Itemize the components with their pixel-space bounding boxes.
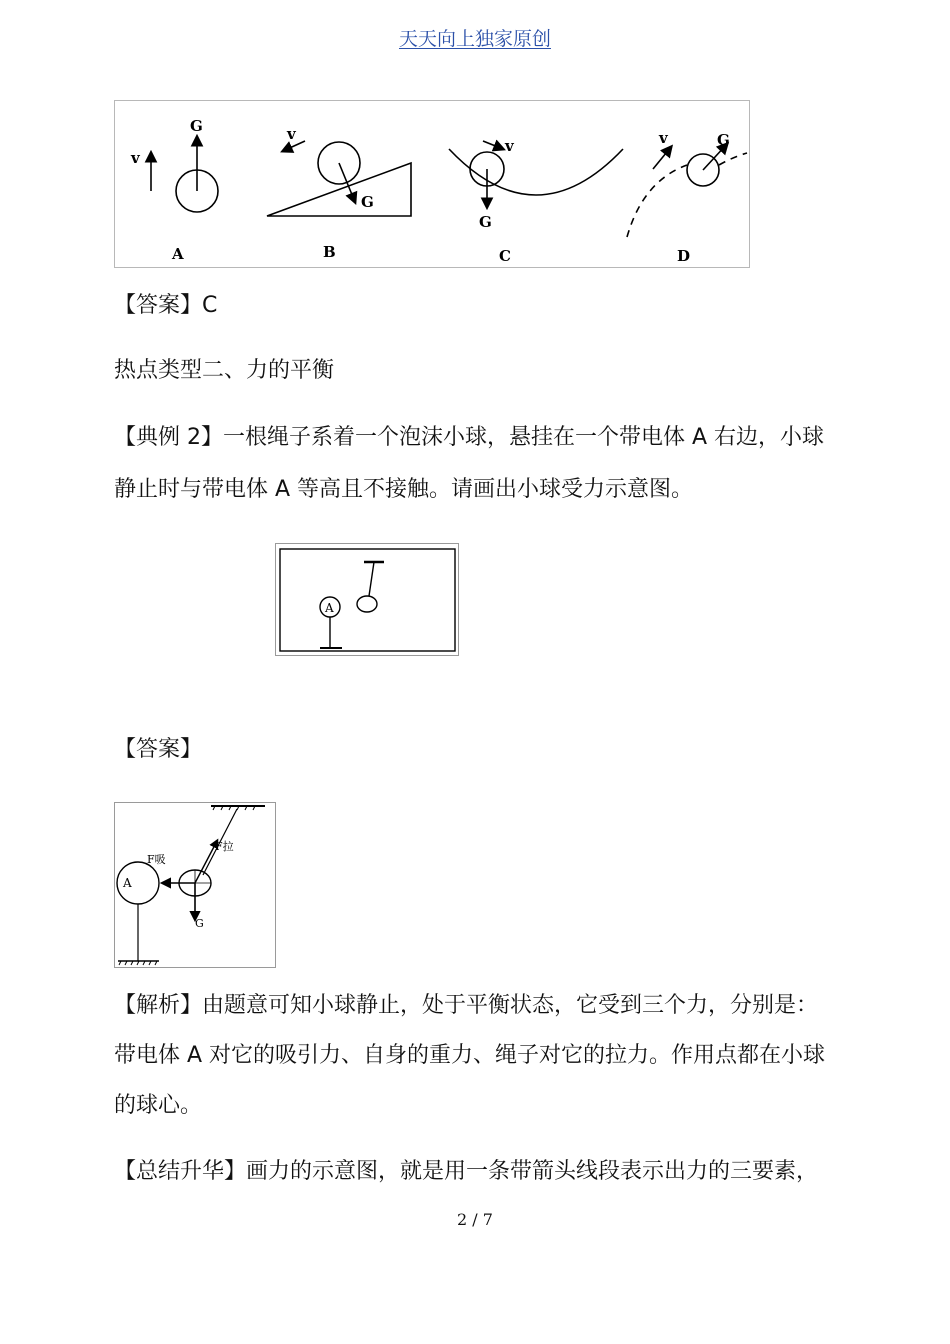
figure-motion-svg <box>115 101 751 269</box>
charged-body-label: A <box>325 601 334 615</box>
figure-question-svg <box>276 544 460 657</box>
panel-b-velocity-label: v <box>287 125 296 143</box>
panel-c-label: C <box>499 247 511 265</box>
panel-a <box>130 117 218 263</box>
panel-b-label: B <box>323 243 336 261</box>
example-2-line-1: 【典例 2】一根绳子系着一个泡沫小球，悬挂在一个带电体 A 右边，小球 <box>114 425 825 450</box>
panel-c-gravity-label: G <box>479 213 492 231</box>
analysis-line-2: 带电体 A 对它的吸引力、自身的重力、绳子对它的拉力。作用点都在小球 <box>114 1043 826 1068</box>
panel-c <box>449 137 623 265</box>
figure-question-diagram <box>275 543 459 656</box>
panel-a-label: A <box>172 245 184 263</box>
incline <box>267 163 411 216</box>
figure-force-diagram <box>114 802 276 968</box>
charged-body-label: A <box>123 876 132 890</box>
answer-2: 【答案】 <box>114 737 203 762</box>
section-title: 热点类型二、力的平衡 <box>114 358 335 383</box>
panel-d-label: D <box>677 247 691 265</box>
analysis-line-3: 的球心。 <box>114 1093 203 1118</box>
frame <box>280 549 455 651</box>
page-number: 2 / 7 <box>457 1210 493 1229</box>
string <box>369 562 374 596</box>
attraction-label: F吸 <box>147 853 166 866</box>
figure-force-svg <box>115 803 277 969</box>
panel-a-velocity-label: v <box>131 149 140 167</box>
summary-line-1: 【总结升华】画力的示意图，就是用一条带箭头线段表示出力的三要素， <box>114 1159 819 1184</box>
panel-c-velocity-label: v <box>505 137 514 155</box>
analysis-line-1: 【解析】由题意可知小球静止，处于平衡状态，它受到三个力，分别是： <box>114 993 819 1018</box>
header-title: 天天向上独家原创 <box>398 28 551 50</box>
page-header <box>0 24 950 51</box>
foam-ball <box>357 596 377 612</box>
panel-d-velocity-label: v <box>659 129 668 147</box>
figure-motion-diagrams <box>114 100 750 268</box>
panel-a-gravity-label: G <box>190 117 203 135</box>
tension-arrow <box>195 841 217 883</box>
example-2-line-2: 静止时与带电体 A 等高且不接触。请画出小球受力示意图。 <box>114 477 694 502</box>
answer-1: 【答案】C <box>114 293 218 318</box>
panel-d-gravity-label: G <box>717 131 730 149</box>
path-d-upper <box>719 153 747 165</box>
tension-label: F拉 <box>215 840 234 853</box>
panel-d <box>627 129 747 265</box>
panel-b <box>267 125 411 261</box>
gravity-label: G <box>195 917 204 930</box>
panel-b-gravity-label: G <box>361 193 374 211</box>
path-d-lower <box>627 165 687 237</box>
